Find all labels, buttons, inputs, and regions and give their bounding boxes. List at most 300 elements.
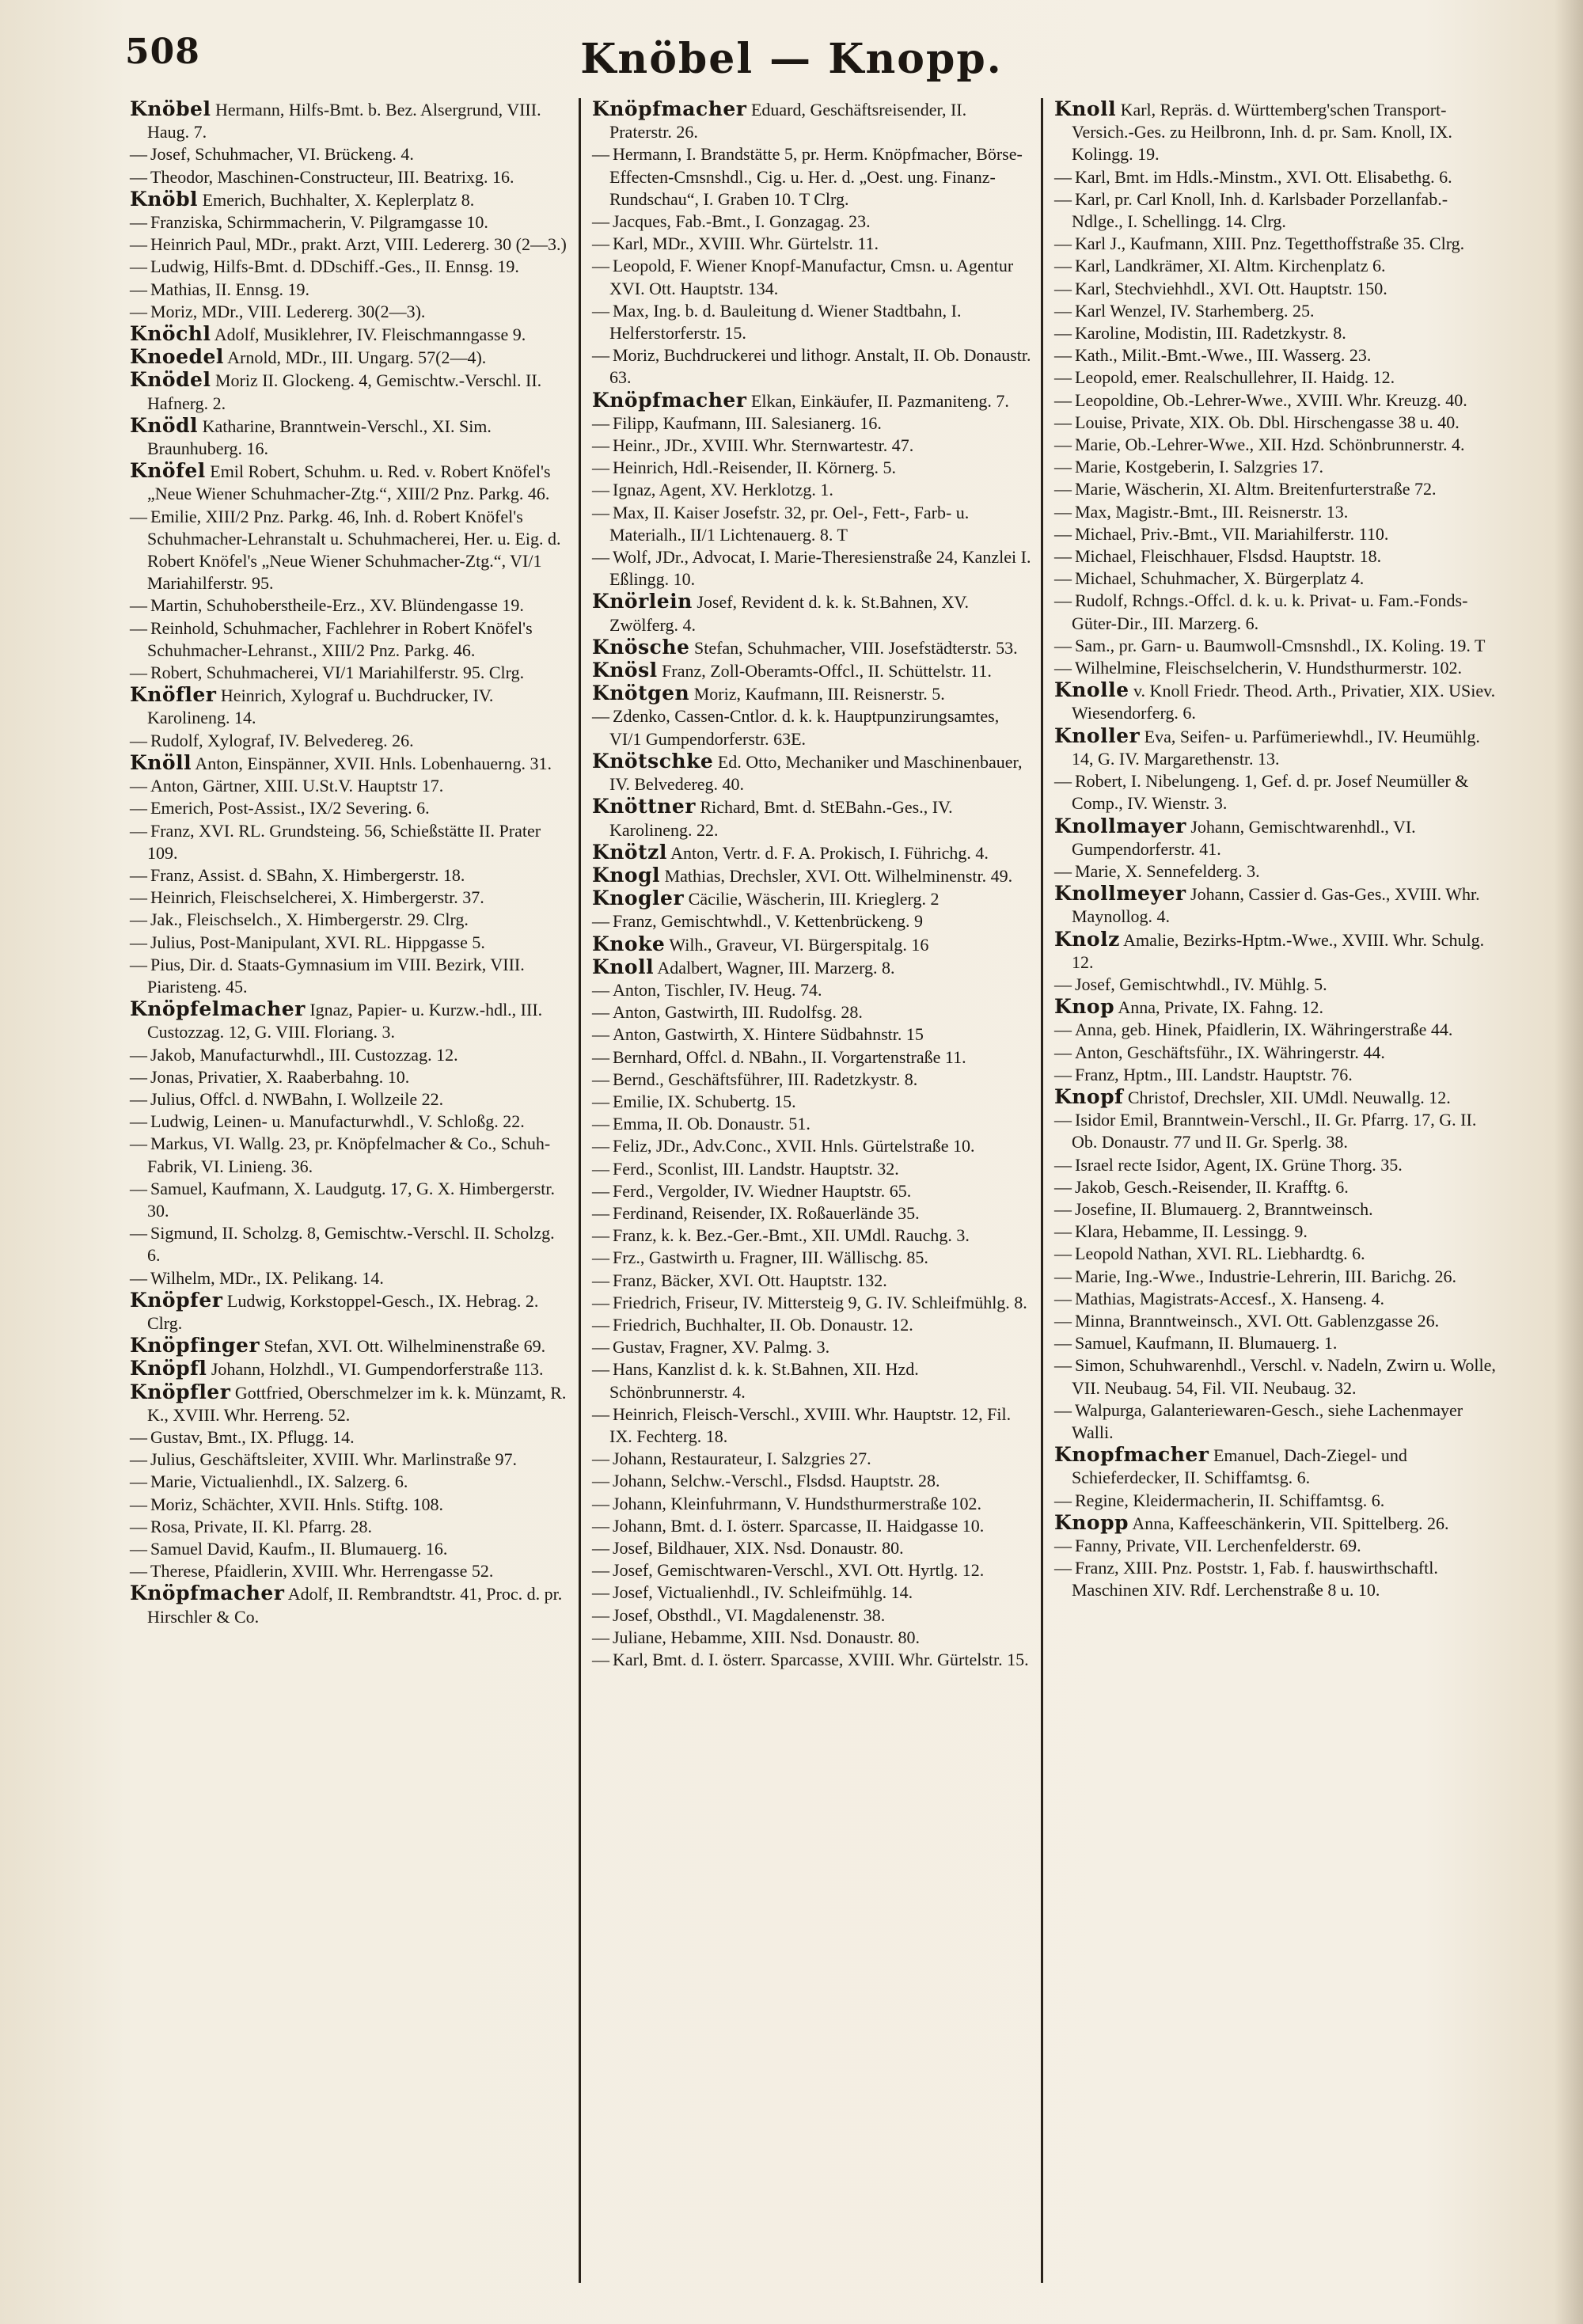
entry-text: Simon, Schuhwarenhdl., Verschl. v. Nadeln, Zwirn u. Wolle, VII. Neubaug. 54, Fil. VII. Neubaug. 32. <box>1072 1355 1496 1398</box>
repeat-surname-dash: — <box>592 1114 609 1134</box>
entry-text: Anna, geb. Hinek, Pfaidlerin, IX. Währingerstraße 44. <box>1075 1020 1453 1040</box>
directory-entry <box>592 502 1033 546</box>
entry-text: Richard, Bmt. d. StEBahn.-Ges., IV. Karolineng. 22. <box>609 797 953 840</box>
directory-entry <box>1054 98 1498 166</box>
page-number: 508 <box>125 32 200 72</box>
entry-text: Jakob, Manufacturwhdl., III. Custozzag. 12. <box>150 1044 458 1065</box>
directory-entry <box>130 143 571 165</box>
entry-text: Anna, Kaffeeschänkerin, VII. Spittelberg. 26. <box>1132 1513 1449 1533</box>
repeat-surname-dash: — <box>130 820 147 841</box>
directory-entry <box>130 1088 571 1111</box>
directory-entry <box>592 1559 1033 1582</box>
entry-text: Marie, Ing.-Wwe., Industrie-Lehrerin, III. Barichg. 26. <box>1075 1266 1456 1286</box>
repeat-surname-dash: — <box>130 909 147 930</box>
directory-entry <box>130 211 571 234</box>
directory-entry <box>130 98 571 143</box>
repeat-surname-dash: — <box>592 911 609 932</box>
repeat-surname-dash: — <box>1054 300 1072 321</box>
entry-surname: Knoedel <box>130 345 224 369</box>
repeat-surname-dash: — <box>130 1426 147 1447</box>
entry-surname: Knoller <box>1054 723 1141 747</box>
entry-text: Gustav, Fragner, XV. Palmg. 3. <box>613 1337 830 1358</box>
repeat-surname-dash: — <box>130 166 147 187</box>
entry-text: Jakob, Gesch.-Reisender, II. Krafftg. 6. <box>1075 1176 1349 1197</box>
entry-surname: Knösl <box>592 659 658 682</box>
entry-text: Franz, k. k. Bez.-Ger.-Bmt., XII. UMdl. Rauchg. 3. <box>613 1225 970 1246</box>
repeat-surname-dash: — <box>592 1560 609 1581</box>
directory-entry <box>130 1358 571 1380</box>
entry-text: Karoline, Modistin, III. Radetzkystr. 8. <box>1075 323 1346 344</box>
entry-text: Amalie, Bezirks-Hptm.-Wwe., XVIII. Whr. Schulg. 12. <box>1072 929 1485 972</box>
entry-text: Ferdinand, Reisender, IX. Roßauerlände 35. <box>613 1202 920 1223</box>
entry-surname: Knöfler <box>130 683 217 707</box>
directory-entry <box>592 750 1033 796</box>
directory-entry <box>1054 1243 1498 1265</box>
entry-surname: Knöfel <box>130 459 206 483</box>
directory-entry <box>592 1515 1033 1537</box>
column-1 <box>119 98 581 2283</box>
directory-entry <box>592 1336 1033 1358</box>
directory-entry <box>1054 456 1498 478</box>
directory-entry <box>592 841 1033 864</box>
entry-text: Mathias, Drechsler, XVI. Ott. Wilhelminenstr. 49. <box>664 865 1013 886</box>
repeat-surname-dash: — <box>130 256 147 277</box>
directory-entry <box>1054 590 1498 634</box>
directory-entry <box>592 796 1033 841</box>
directory-entry <box>130 730 571 752</box>
entry-text: Frz., Gastwirth u. Fragner, III. Wällischg. 85. <box>613 1247 928 1268</box>
directory-entry <box>130 1426 571 1449</box>
entry-text: Marie, Wäscherin, XI. Altm. Breitenfurterstraße 72. <box>1075 479 1437 499</box>
repeat-surname-dash: — <box>130 1449 147 1470</box>
directory-entry <box>1054 1086 1498 1109</box>
directory-entry <box>592 1023 1033 1046</box>
repeat-surname-dash: — <box>592 1449 609 1469</box>
directory-entry <box>130 1449 571 1471</box>
entry-surname: Knösche <box>592 635 690 659</box>
entry-text: Karl Wenzel, IV. Starhemberg. 25. <box>1075 300 1315 321</box>
directory-entry <box>592 682 1033 705</box>
entry-text: Franz, Hptm., III. Landstr. Hauptstr. 76. <box>1075 1064 1353 1084</box>
entry-text: Theodor, Maschinen-Constructeur, III. Beatrixg. 16. <box>150 166 514 187</box>
directory-entry <box>1054 1266 1498 1288</box>
repeat-surname-dash: — <box>1054 501 1072 522</box>
repeat-surname-dash: — <box>1054 1355 1072 1376</box>
entry-text: Josefine, II. Blumauerg. 2, Branntweinsch. <box>1075 1198 1373 1219</box>
directory-entry <box>130 1289 571 1335</box>
entry-text: Friedrich, Friseur, IV. Mittersteig 9, G. IV. Schleifmühlg. 8. <box>613 1292 1027 1312</box>
entry-text: Michael, Schuhmacher, X. Bürgerplatz 4. <box>1075 568 1365 589</box>
entry-text: Franz, XIII. Pnz. Poststr. 1, Fab. f. hauswirthschaftl. Maschinen XIV. Rdf. Lerchenstraße 8 u. 10. <box>1072 1558 1438 1601</box>
directory-entry <box>130 1494 571 1516</box>
directory-entry <box>1054 568 1498 590</box>
directory-entry <box>592 1247 1033 1269</box>
entry-surname: Knolle <box>1054 678 1129 702</box>
entry-text: Therese, Pfaidlerin, XVIII. Whr. Herrengasse 52. <box>150 1561 494 1582</box>
entry-text: Wilhelmine, Fleischselcherin, V. Hundsthurmerstr. 102. <box>1075 658 1462 678</box>
entry-surname: Knöpfmacher <box>592 388 747 412</box>
directory-entry <box>1054 725 1498 770</box>
repeat-surname-dash: — <box>130 301 147 321</box>
directory-entry <box>592 143 1033 211</box>
repeat-surname-dash: — <box>1054 771 1072 792</box>
entry-text: Sigmund, II. Scholzg. 8, Gemischtw.-Verschl. II. Scholzg. 6. <box>147 1223 555 1266</box>
entry-text: Samuel David, Kaufm., II. Blumauerg. 16. <box>150 1539 448 1559</box>
directory-entry <box>1054 1176 1498 1198</box>
repeat-surname-dash: — <box>592 211 609 232</box>
directory-entry <box>1054 928 1498 974</box>
directory-entry <box>1054 996 1498 1019</box>
entry-text: Karl, Bmt. d. I. österr. Sparcasse, XVIII. Whr. Gürtelstr. 15. <box>613 1650 1029 1670</box>
directory-entry <box>1054 815 1498 860</box>
entry-text: Leopold, F. Wiener Knopf-Manufactur, Cmsn. u. Agentur XVI. Ott. Hauptstr. 134. <box>609 256 1014 298</box>
entry-text: Josef, Revident d. k. k. St.Bahnen, XV. Zwölferg. 4. <box>609 592 969 635</box>
directory-entry <box>592 1403 1033 1448</box>
entry-text: Isidor Emil, Branntwein-Verschl., II. Gr. Pfarrg. 17, G. II. Ob. Donaustr. 77 und II. Gr. Sperlg. 38. <box>1072 1110 1477 1153</box>
repeat-surname-dash: — <box>592 234 609 254</box>
entry-text: Johann, Holzhdl., VI. Gumpendorferstraße 113. <box>211 1359 544 1380</box>
entry-text: Emerich, Post-Assist., IX/2 Severing. 6. <box>150 798 430 818</box>
directory-entry <box>130 617 571 662</box>
directory-entry <box>1054 657 1498 679</box>
repeat-surname-dash: — <box>1054 1288 1072 1308</box>
directory-entry <box>1054 166 1498 188</box>
directory-entry <box>1054 635 1498 657</box>
repeat-surname-dash: — <box>592 1314 609 1335</box>
entry-text: Anton, Gastwirth, III. Rudolfsg. 28. <box>613 1002 863 1023</box>
entry-surname: Knollmayer <box>1054 814 1186 837</box>
entry-text: Fanny, Private, VII. Lerchenfelderstr. 69. <box>1075 1536 1361 1555</box>
directory-entry <box>130 775 571 797</box>
entry-text: Franz, XVI. RL. Grundsteing. 56, Schießstätte II. Prater 109. <box>147 820 541 863</box>
directory-entry <box>592 933 1033 956</box>
entry-text: Moriz, Schächter, XVII. Hnls. Stiftg. 108. <box>150 1494 444 1514</box>
repeat-surname-dash: — <box>592 256 609 276</box>
directory-entry <box>130 1133 571 1177</box>
entry-text: Jonas, Privatier, X. Raaberbahng. 10. <box>150 1066 410 1087</box>
directory-entry <box>592 1314 1033 1336</box>
repeat-surname-dash: — <box>592 480 609 500</box>
entry-text: Hermann, I. Brandstätte 5, pr. Herm. Knöpfmacher, Börse-Effecten-Cmsnshdl., Cig. u. Her. d. „Oest. ung. Finanz-Rundschau“, I. Graben 10. T Clrg. <box>609 144 1023 209</box>
entry-text: Emil Robert, Schuhm. u. Red. v. Robert Knöfel's „Neue Wiener Schuhmacher-Ztg.“, XIII/2 Pnz. Parkg. 46. <box>147 461 551 504</box>
directory-entry <box>1054 501 1498 523</box>
directory-entry <box>592 864 1033 887</box>
directory-entry <box>130 1582 571 1627</box>
entry-text: Wilhelm, MDr., IX. Pelikang. 14. <box>150 1267 384 1288</box>
directory-entry <box>592 1001 1033 1023</box>
entry-text: Julius, Post-Manipulant, XVI. RL. Hippgasse 5. <box>150 932 485 952</box>
directory-entry <box>592 1225 1033 1247</box>
running-head: Knöbel — Knopp. <box>580 35 1003 83</box>
entry-text: Josef, Gemischtwaren-Verschl., XVI. Ott. Hyrtlg. 12. <box>613 1560 985 1581</box>
directory-entry <box>1054 1109 1498 1153</box>
entry-text: Reinhold, Schuhmacher, Fachlehrer in Robert Knöfel's Schuhmacher-Lehranst., XIII/2 Pnz. Parkg. 46. <box>147 617 533 660</box>
directory-entry <box>1054 255 1498 277</box>
directory-entry <box>130 301 571 323</box>
entry-text: Michael, Priv.-Bmt., VII. Mariahilferstr. 110. <box>1075 523 1389 544</box>
entry-text: Louise, Private, XIX. Ob. Dbl. Hirschengasse 38 u. 40. <box>1075 412 1460 432</box>
entry-text: Karl, Repräs. d. Württemberg'schen Transport-Versich.-Ges. zu Heilbronn, Inh. d. pr. Sam. Knoll, IX. Kolingg. 19. <box>1072 100 1452 165</box>
entry-surname: Knoll <box>1054 98 1117 120</box>
directory-entry <box>592 255 1033 299</box>
directory-entry <box>130 506 571 595</box>
directory-entry <box>1054 300 1498 322</box>
entry-text: Heinrich, Hdl.-Reisender, II. Körnerg. 5. <box>613 458 896 478</box>
repeat-surname-dash: — <box>130 144 147 165</box>
entry-surname: Knöpfinger <box>130 1334 260 1358</box>
directory-entry <box>130 279 571 301</box>
directory-entry <box>130 887 571 909</box>
directory-entry <box>1054 974 1498 996</box>
repeat-surname-dash: — <box>1054 1310 1072 1331</box>
directory-entry <box>592 979 1033 1001</box>
repeat-surname-dash: — <box>130 887 147 908</box>
directory-entry <box>592 1135 1033 1157</box>
repeat-surname-dash: — <box>592 706 609 727</box>
column-2 <box>581 98 1043 2283</box>
repeat-surname-dash: — <box>592 1359 609 1380</box>
directory-entry <box>1054 860 1498 883</box>
directory-entry <box>592 1627 1033 1649</box>
repeat-surname-dash: — <box>592 144 609 165</box>
repeat-surname-dash: — <box>1054 523 1072 544</box>
repeat-surname-dash: — <box>130 1111 147 1132</box>
repeat-surname-dash: — <box>1054 166 1072 187</box>
repeat-surname-dash: — <box>592 1247 609 1268</box>
repeat-surname-dash: — <box>592 1627 609 1647</box>
repeat-surname-dash: — <box>592 979 609 1000</box>
directory-entry <box>592 211 1033 233</box>
entry-text: Samuel, Kaufmann, X. Laudgutg. 17, G. X. Himbergerstr. 30. <box>147 1178 556 1221</box>
entry-text: Bernd., Geschäftsführer, III. Radetzkystr. 8. <box>613 1069 918 1089</box>
repeat-surname-dash: — <box>592 1493 609 1513</box>
repeat-surname-dash: — <box>1054 367 1072 388</box>
entry-text: Anton, Tischler, IV. Heug. 74. <box>613 979 822 1000</box>
directory-entry <box>592 1292 1033 1314</box>
directory-entry <box>130 998 571 1043</box>
entry-text: Jak., Fleischselch., X. Himbergerstr. 29. Clrg. <box>150 909 469 930</box>
entry-text: Regine, Kleidermacherin, II. Schiffamtsg. 6. <box>1075 1490 1385 1510</box>
directory-entry <box>1054 770 1498 815</box>
entry-text: Ludwig, Hilfs-Bmt. d. DDschiff.-Ges., II. Ennsg. 19. <box>150 256 519 277</box>
repeat-surname-dash: — <box>1054 1244 1072 1264</box>
entry-text: Franziska, Schirmmacherin, V. Pilgramgasse 10. <box>150 212 488 233</box>
entry-text: Karl J., Kaufmann, XIII. Pnz. Tegetthoffstraße 35. Clrg. <box>1075 234 1465 254</box>
repeat-surname-dash: — <box>1054 234 1072 254</box>
directory-entry <box>1054 278 1498 300</box>
directory-entry <box>130 346 571 369</box>
entry-text: Cäcilie, Wäscherin, III. Krieglerg. 2 <box>688 889 940 909</box>
entry-text: Anton, Einspänner, XVII. Hnls. Lobenhauerng. 31. <box>195 753 552 773</box>
directory-entry <box>592 1470 1033 1492</box>
repeat-surname-dash: — <box>130 1066 147 1087</box>
entry-surname: Knötzl <box>592 840 667 864</box>
entry-text: Israel recte Isidor, Agent, IX. Grüne Thorg. 35. <box>1075 1154 1403 1175</box>
repeat-surname-dash: — <box>1054 1042 1072 1062</box>
directory-entry <box>592 233 1033 255</box>
directory-entry <box>592 1113 1033 1135</box>
directory-entry <box>130 1044 571 1066</box>
directory-entry <box>1054 1399 1498 1444</box>
directory-entry <box>1054 233 1498 255</box>
entry-text: Ignaz, Papier- u. Kurzw.-hdl., III. Custozzag. 12, G. VIII. Floriang. 3. <box>147 1000 543 1042</box>
entry-text: Moriz, Kaufmann, III. Reisnerstr. 5. <box>693 684 945 704</box>
directory-entry <box>1054 322 1498 344</box>
entry-text: Wilh., Graveur, VI. Bürgerspitalg. 16 <box>669 934 929 955</box>
directory-entry <box>592 479 1033 501</box>
entry-text: Bernhard, Offcl. d. NBahn., II. Vorgartenstraße 11. <box>613 1046 966 1067</box>
entry-text: Rudolf, Rchngs.-Offcl. d. k. u. k. Privat- u. Fam.-Fonds-Güter-Dir., III. Marzerg. 6. <box>1072 590 1468 633</box>
directory-entry <box>592 300 1033 344</box>
repeat-surname-dash: — <box>1054 1333 1072 1354</box>
directory-entry <box>592 910 1033 932</box>
directory-entry <box>130 1538 571 1560</box>
entry-text: Heinr., JDr., XVIII. Whr. Sternwartestr. 47. <box>613 435 914 456</box>
repeat-surname-dash: — <box>592 1202 609 1223</box>
entry-text: Max, Magistr.-Bmt., III. Reisnerstr. 13. <box>1075 501 1349 522</box>
directory-entry <box>1054 1535 1498 1557</box>
page-edge-shadow <box>1555 0 1583 2324</box>
entry-surname: Knöbl <box>130 187 199 211</box>
entry-text: Sam., pr. Garn- u. Baumwoll-Cmsnshdl., IX. Koling. 19. T <box>1075 635 1486 655</box>
entry-text: Markus, VI. Wallg. 23, pr. Knöpfelmacher & Co., Schuh-Fabrik, VI. Linieng. 36. <box>147 1134 551 1176</box>
repeat-surname-dash: — <box>1054 1110 1072 1130</box>
entry-surname: Knöbel <box>130 98 211 120</box>
directory-entry <box>1054 1198 1498 1221</box>
directory-entry <box>1054 412 1498 434</box>
entry-text: Rosa, Private, II. Kl. Pfarrg. 28. <box>150 1516 373 1536</box>
entry-surname: Knopp <box>1054 1510 1129 1534</box>
entry-text: Moriz, Buchdruckerei und lithogr. Anstalt, II. Ob. Donaustr. 63. <box>609 345 1031 388</box>
entry-text: Heinrich Paul, MDr., prakt. Arzt, VIII. Ledererg. 30 (2—3.) <box>150 234 567 255</box>
repeat-surname-dash: — <box>130 506 147 526</box>
entry-text: Emilie, XIII/2 Pnz. Parkg. 46, Inh. d. Robert Knöfel's Schuhmacher-Lehranstalt u. Schuhmacherei, Her. u. Eig. d. Robert Knöfel's „Neue Wiener Schuhmacher-Ztg.“, VI/1 Mariahilferstr. 95. <box>147 506 561 594</box>
entry-surname: Knöchl <box>130 322 211 346</box>
entry-text: Josef, Obsthdl., VI. Magdalenenstr. 38. <box>613 1604 886 1625</box>
entry-text: Robert, I. Nibelungeng. 1, Gef. d. pr. Josef Neumüller & Comp., IV. Wienstr. 3. <box>1072 771 1469 814</box>
directory-entry <box>592 590 1033 636</box>
repeat-surname-dash: — <box>130 1178 147 1198</box>
repeat-surname-dash: — <box>592 1136 609 1156</box>
directory-entry <box>130 234 571 256</box>
directory-entry <box>130 1560 571 1582</box>
entry-surname: Knogler <box>592 887 685 910</box>
entry-text: Walpurga, Galanteriewaren-Gesch., siehe Lachenmayer Walli. <box>1072 1399 1463 1442</box>
directory-entry <box>592 1604 1033 1627</box>
repeat-surname-dash: — <box>592 412 609 433</box>
entry-text: Ferd., Sconlist, III. Landstr. Hauptstr. 32. <box>613 1158 899 1179</box>
repeat-surname-dash: — <box>130 1539 147 1559</box>
entry-text: Feliz, JDr., Adv.Conc., XVII. Hnls. Gürtelstraße 10. <box>613 1136 975 1156</box>
directory-entry <box>130 369 571 414</box>
entry-surname: Knoll <box>592 955 655 978</box>
entry-text: Martin, Schuhoberstheile-Erz., XV. Blündengasse 19. <box>150 595 524 616</box>
repeat-surname-dash: — <box>1054 1399 1072 1420</box>
directory-entry <box>1054 1444 1498 1489</box>
entry-text: Katharine, Branntwein-Verschl., XI. Sim. Braunhuberg. 16. <box>147 416 492 459</box>
entry-text: Juliane, Hebamme, XIII. Nsd. Donaustr. 80. <box>613 1627 920 1647</box>
entry-text: Hermann, Hilfs-Bmt. b. Bez. Alsergrund, VIII. Haug. 7. <box>147 100 541 142</box>
entry-text: Mathias, II. Ennsg. 19. <box>150 279 310 299</box>
entry-surname: Knöpfl <box>130 1357 207 1380</box>
entry-text: Karl, Bmt. im Hdls.-Minstm., XVI. Ott. Elisabethg. 6. <box>1075 166 1452 187</box>
directory-entry <box>592 457 1033 479</box>
repeat-surname-dash: — <box>1054 974 1072 994</box>
directory-entry <box>1054 344 1498 366</box>
directory-entry <box>130 820 571 864</box>
directory-entry <box>130 594 571 617</box>
entry-text: Josef, Gemischtwhdl., IV. Mühlg. 5. <box>1075 974 1327 994</box>
entry-surname: Knopfmacher <box>1054 1443 1209 1467</box>
directory-entry <box>130 662 571 684</box>
directory-entry <box>592 344 1033 389</box>
repeat-surname-dash: — <box>592 1403 609 1424</box>
repeat-surname-dash: — <box>1054 1536 1072 1555</box>
directory-entry <box>1054 523 1498 545</box>
entry-text: Zdenko, Cassen-Cntlor. d. k. k. Hauptpunzirungsamtes, VI/1 Gumpendorferstr. 63E. <box>609 706 1000 749</box>
entry-text: Emerich, Buchhalter, X. Keplerplatz 8. <box>202 189 475 210</box>
entry-surname: Knödel <box>130 368 211 392</box>
repeat-surname-dash: — <box>1054 860 1072 881</box>
directory-entry <box>592 98 1033 143</box>
entry-text: Gustav, Bmt., IX. Pflugg. 14. <box>150 1426 355 1447</box>
repeat-surname-dash: — <box>592 1582 609 1603</box>
entry-text: Anna, Private, IX. Fahng. 12. <box>1118 997 1324 1018</box>
entry-text: Anton, Vertr. d. F. A. Prokisch, I. Führichg. 4. <box>670 842 989 863</box>
directory-entry <box>1054 1221 1498 1243</box>
directory-entry <box>592 1493 1033 1515</box>
repeat-surname-dash: — <box>130 663 147 683</box>
repeat-surname-dash: — <box>592 1270 609 1290</box>
directory-entry <box>1054 1332 1498 1354</box>
repeat-surname-dash: — <box>130 864 147 885</box>
repeat-surname-dash: — <box>592 1180 609 1201</box>
entry-text: Karl, Landkrämer, XI. Altm. Kirchenplatz 6. <box>1075 256 1386 276</box>
directory-entry <box>1054 679 1498 724</box>
directory-entry <box>592 705 1033 750</box>
directory-entry <box>592 659 1033 682</box>
entry-text: Minna, Branntweinsch., XVI. Ott. Gablenzgasse 26. <box>1075 1310 1440 1331</box>
entry-text: Johann, Selchw.-Verschl., Flsdsd. Hauptstr. 28. <box>613 1471 940 1491</box>
directory-entry <box>130 954 571 998</box>
entry-text: Samuel, Kaufmann, II. Blumauerg. 1. <box>1075 1333 1338 1354</box>
repeat-surname-dash: — <box>130 1267 147 1288</box>
entry-text: v. Knoll Friedr. Theod. Arth., Privatier, XIX. USiev. Wiesendorferg. 6. <box>1072 681 1496 723</box>
entry-text: Kath., Milit.-Bmt.-Wwe., III. Wasserg. 23. <box>1075 345 1372 366</box>
directory-entry <box>592 435 1033 457</box>
repeat-surname-dash: — <box>592 300 609 321</box>
repeat-surname-dash: — <box>130 1494 147 1514</box>
directory-entry <box>592 1270 1033 1292</box>
entry-text: Karl, Stechviehhdl., XVI. Ott. Hauptstr. 150. <box>1075 278 1387 298</box>
entry-text: Max, Ing. b. d. Bauleitung d. Wiener Stadtbahn, I. Helferstorferstr. 15. <box>609 300 962 344</box>
entry-text: Moriz, MDr., VIII. Ledererg. 30(2—3). <box>150 301 426 321</box>
directory-entry <box>130 1381 571 1426</box>
repeat-surname-dash: — <box>1054 1020 1072 1040</box>
directory-entry <box>1054 389 1498 412</box>
directory-entry <box>592 546 1033 590</box>
repeat-surname-dash: — <box>1054 590 1072 611</box>
repeat-surname-dash: — <box>592 1002 609 1023</box>
entry-text: Emma, II. Ob. Donaustr. 51. <box>613 1114 810 1134</box>
repeat-surname-dash: — <box>592 345 609 366</box>
directory-entry <box>130 797 571 819</box>
directory-entry <box>1054 883 1498 928</box>
entry-text: Leopold Nathan, XVI. RL. Liebhardtg. 6. <box>1075 1244 1365 1264</box>
directory-entry <box>1054 1354 1498 1399</box>
repeat-surname-dash: — <box>592 502 609 522</box>
entry-text: Mathias, Magistrats-Accesf., X. Hanseng. 4. <box>1075 1288 1385 1308</box>
